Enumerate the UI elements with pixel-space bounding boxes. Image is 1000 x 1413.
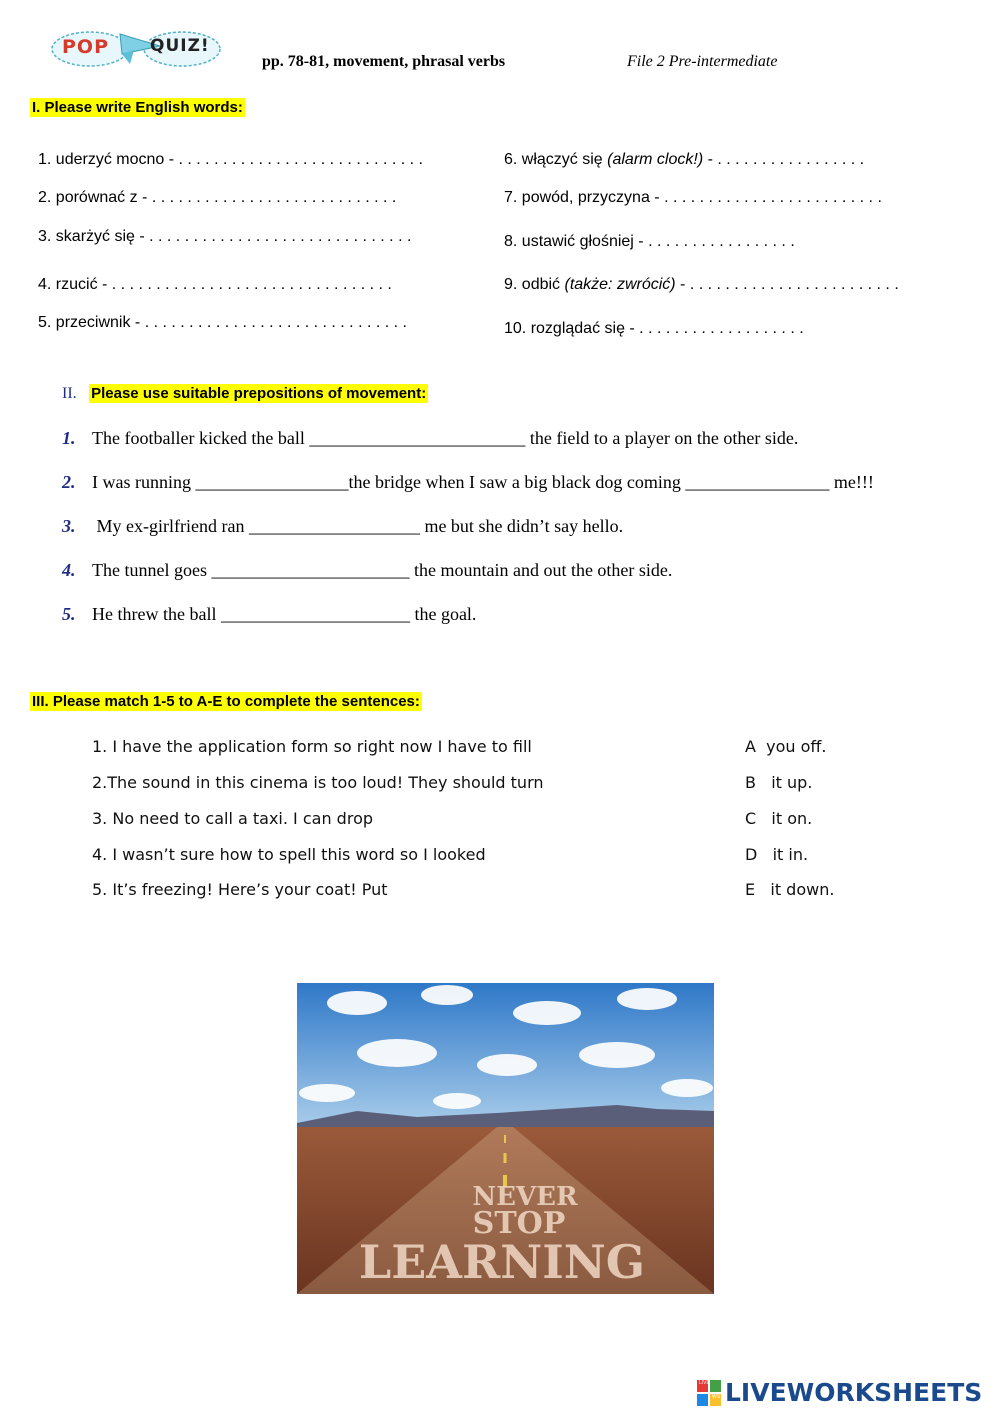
match-right-b: B it up. (745, 773, 813, 792)
word-item-8: 8. ustawić głośniej - . . . . . . . . . . . . . . . . . (504, 233, 795, 250)
prep-number-2: 2. (62, 472, 76, 492)
match-left-5: 5. It’s freezing! Here’s your coat! Put (92, 880, 388, 899)
prep-text-1: The footballer kicked the ball ________________________ the field to a player on the other side. (92, 428, 799, 448)
word-item-5: 5. przeciwnik - . . . . . . . . . . . . . . . . . . . . . . . . . . . . . . (38, 314, 407, 331)
prep-sentence-1 (62, 428, 798, 449)
match-left-3: 3. No need to call a taxi. I can drop (92, 809, 374, 828)
prep-number-3: 3. (62, 516, 76, 536)
word-item-9-text: 9. odbić (504, 276, 565, 293)
liveworksheets-mark-text-1: LIVE (699, 1380, 710, 1386)
word-item-6-dots: - . . . . . . . . . . . . . . . . . (703, 151, 865, 168)
prep-sentence-4 (62, 560, 672, 581)
prep-sentence-3 (62, 516, 623, 537)
word-item-1: 1. uderzyć mocno - . . . . . . . . . . . . . . . . . . . . . . . . . . . . (38, 151, 423, 168)
match-left-4: 4. I wasn’t sure how to spell this word so I looked (92, 845, 486, 864)
word-item-7: 7. powód, przyczyna - . . . . . . . . . . . . . . . . . . . . . . . . . (504, 189, 882, 206)
prep-sentence-5 (62, 604, 476, 625)
liveworksheets-brand: LIVEWORKSHEETS (725, 1378, 983, 1407)
road-text-learning: LEARNING (358, 1235, 646, 1289)
logo-word-pop: POP (62, 36, 110, 58)
word-item-9-note: (także: zwrócić) (564, 276, 676, 293)
match-right-e: E it down. (745, 880, 835, 899)
prep-number-1: 1. (62, 428, 76, 448)
section2-heading (62, 385, 428, 403)
match-left-1: 1. I have the application form so right now I have to fill (92, 737, 532, 756)
road-text-stop: STOP (472, 1206, 566, 1241)
road-illustration (297, 983, 714, 1294)
section1-title: I. Please write English words: (32, 99, 243, 116)
word-item-9-dots: - . . . . . . . . . . . . . . . . . . . . . . . . (675, 276, 899, 293)
road-text-never: NEVER (472, 1182, 578, 1212)
section3-title: III. Please match 1-5 to A-E to complete the sentences: (32, 693, 420, 710)
prep-text-4: The tunnel goes ______________________ the mountain and out the other side. (92, 560, 673, 580)
word-item-9 (504, 276, 899, 294)
word-item-10: 10. rozglądać się - . . . . . . . . . . . . . . . . . . . (504, 320, 804, 337)
prep-sentence-2 (62, 472, 874, 493)
word-item-4: 4. rzucić - . . . . . . . . . . . . . . . . . . . . . . . . . . . . . . . . (38, 276, 392, 293)
header-file: File 2 Pre-intermediate (627, 53, 778, 70)
match-left-2: 2.The sound in this cinema is too loud! They should turn (92, 773, 544, 792)
prep-number-4: 4. (62, 560, 76, 580)
prep-number-5: 5. (62, 604, 76, 624)
prep-text-3: My ex-girlfriend ran ___________________ me but she didn’t say hello. (92, 516, 624, 536)
pop-quiz-logo (50, 28, 222, 70)
section2-title: Please use suitable prepositions of movement: (91, 385, 427, 402)
word-item-6 (504, 151, 864, 169)
match-right-a: A you off. (745, 737, 827, 756)
word-item-6-text: 6. włączyć się (504, 151, 608, 168)
match-right-d: D it in. (745, 845, 809, 864)
prep-text-2: I was running _________________the bridge when I saw a big black dog coming ________________ me!!! (92, 472, 874, 492)
prep-text-5: He threw the ball _____________________ the goal. (92, 604, 477, 624)
section2-roman: II. (62, 385, 77, 402)
word-item-6-note: (alarm clock!) (607, 151, 704, 168)
logo-word-quiz: QUIZ! (150, 36, 210, 56)
header-subtitle: pp. 78-81, movement, phrasal verbs (262, 53, 506, 70)
liveworksheets-mark-text-2: WS (712, 1394, 721, 1400)
match-right-c: C it on. (745, 809, 813, 828)
word-item-3: 3. skarżyć się - . . . . . . . . . . . . . . . . . . . . . . . . . . . . . . (38, 228, 412, 245)
never-stop-learning-image (297, 983, 714, 1294)
word-item-2: 2. porównać z - . . . . . . . . . . . . . . . . . . . . . . . . . . . . (38, 189, 397, 206)
